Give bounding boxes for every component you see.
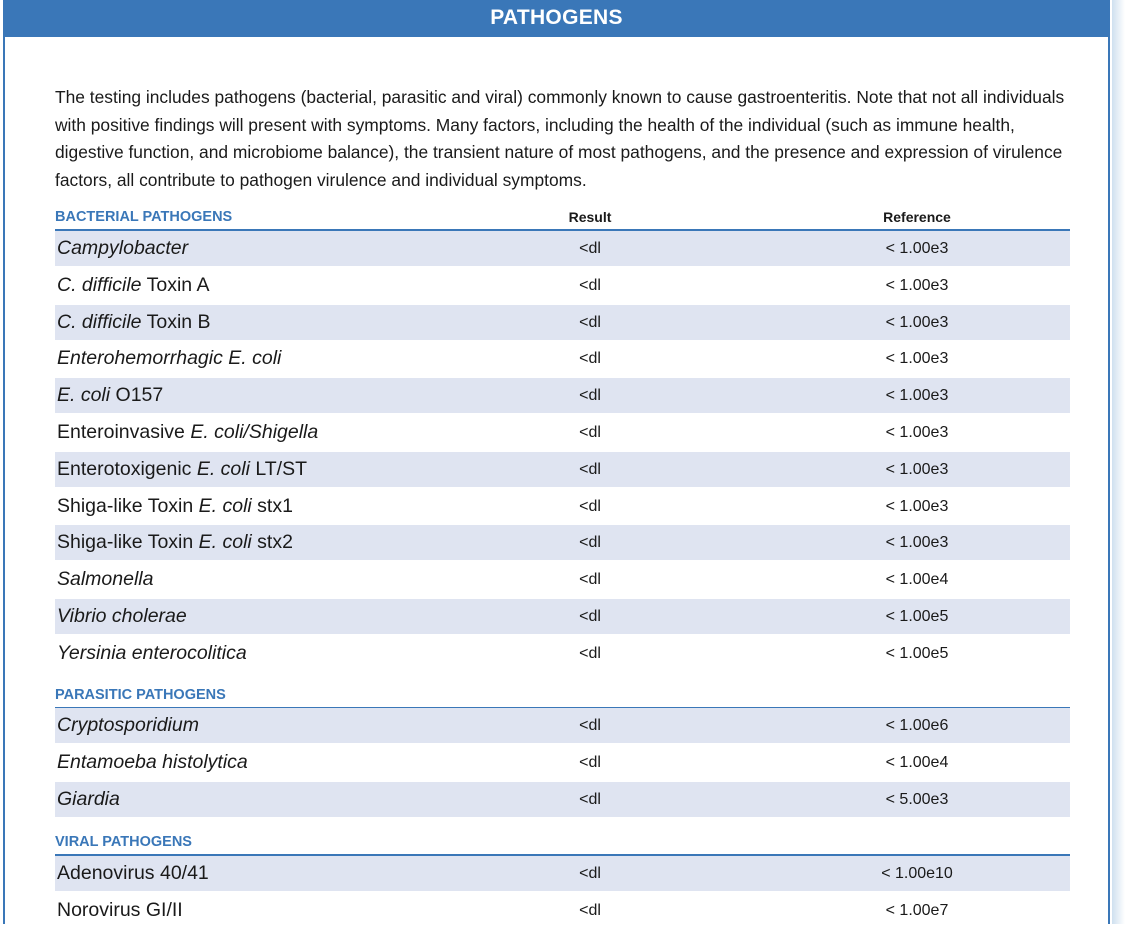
table-row bbox=[55, 599, 1070, 634]
reference-value: < 1.00e4 bbox=[885, 571, 949, 589]
reference-value: < 1.00e10 bbox=[881, 865, 953, 882]
result-value: <dl bbox=[579, 717, 601, 734]
pathogen-name: Salmonella bbox=[57, 568, 154, 591]
reference-value: < 1.00e4 bbox=[885, 753, 949, 771]
pathogen-name: Giardia bbox=[57, 787, 120, 810]
reference-value: < 1.00e5 bbox=[885, 644, 949, 662]
pathogen-name: Entamoeba histolytica bbox=[57, 750, 248, 773]
result-value: <dl bbox=[579, 534, 601, 552]
result-value: <dl bbox=[579, 608, 601, 625]
result-value: <dl bbox=[579, 313, 601, 331]
pathogen-name: Vibrio cholerae bbox=[57, 605, 187, 627]
pathogen-name: C. difficile Toxin B bbox=[57, 310, 211, 333]
intro-paragraph: The testing includes pathogens (bacterial, parasitic and viral) commonly known to cause gastroenteritis. Note that not all individuals with positive findings will present with symptoms. Many factors, including the health of the individual (such as immune health, digestive function, and microbiome balance), the transient nature of most pathogens, and the presence and expression of virulence factors, all contribute to pathogen virulence and individual symptoms. bbox=[55, 87, 1065, 190]
table-row bbox=[55, 782, 1070, 817]
table-row bbox=[55, 856, 1070, 891]
table-row bbox=[55, 489, 1070, 524]
section-header bbox=[55, 205, 1070, 231]
result-value: <dl bbox=[579, 497, 601, 515]
reference-value: < 1.00e3 bbox=[885, 313, 949, 331]
pathogen-name: Campylobacter bbox=[57, 237, 189, 259]
reference-value: < 1.00e6 bbox=[885, 717, 949, 734]
table-row bbox=[55, 341, 1070, 376]
result-value: <dl bbox=[579, 387, 601, 405]
table-row bbox=[55, 231, 1070, 266]
pathogen-name: Norovirus GI/II bbox=[57, 898, 183, 921]
reference-value: < 1.00e3 bbox=[885, 424, 949, 441]
result-column-header: Result bbox=[568, 209, 612, 225]
result-value: <dl bbox=[579, 571, 601, 589]
reference-value: < 5.00e3 bbox=[885, 790, 949, 808]
table-row bbox=[55, 452, 1070, 487]
pathogen-name: Enterohemorrhagic E. coli bbox=[57, 347, 282, 370]
table-row bbox=[55, 415, 1070, 450]
result-value: <dl bbox=[579, 865, 601, 882]
table-row bbox=[55, 745, 1070, 780]
table-row bbox=[55, 636, 1070, 671]
page-edge bbox=[1112, 0, 1125, 924]
reference-value: < 1.00e5 bbox=[885, 608, 949, 625]
result-value: <dl bbox=[579, 644, 601, 662]
result-value: <dl bbox=[579, 240, 601, 257]
result-value: <dl bbox=[579, 460, 601, 478]
section-title: VIRAL PATHOGENS bbox=[55, 834, 192, 850]
table-row bbox=[55, 525, 1070, 560]
table-row bbox=[55, 562, 1070, 597]
pathogen-name: Shiga-like Toxin E. coli stx1 bbox=[57, 494, 293, 517]
table-row bbox=[55, 305, 1070, 340]
pathogen-name: C. difficile Toxin A bbox=[57, 273, 210, 296]
section-banner: PATHOGENS bbox=[3, 0, 1110, 37]
reference-column-header: Reference bbox=[883, 209, 951, 225]
result-value: <dl bbox=[579, 424, 601, 441]
pathogen-name: Enteroinvasive E. coli/Shigella bbox=[57, 421, 319, 443]
reference-value: < 1.00e3 bbox=[885, 460, 949, 478]
pathogen-name: Adenovirus 40/41 bbox=[57, 862, 209, 884]
table-row bbox=[55, 268, 1070, 303]
pathogen-name: Yersinia enterocolitica bbox=[57, 641, 247, 664]
pathogen-name: Enterotoxigenic E. coli LT/ST bbox=[57, 457, 308, 480]
reference-value: < 1.00e3 bbox=[885, 276, 949, 294]
result-value: <dl bbox=[579, 276, 601, 294]
table-row bbox=[55, 378, 1070, 413]
reference-value: < 1.00e3 bbox=[885, 387, 949, 405]
section-header bbox=[55, 683, 1070, 709]
pathogen-name: E. coli O157 bbox=[57, 384, 164, 407]
table-row bbox=[55, 708, 1070, 743]
pathogen-name: Shiga-like Toxin E. coli stx2 bbox=[57, 531, 293, 554]
result-value: <dl bbox=[579, 753, 601, 771]
pathogen-name: Cryptosporidium bbox=[57, 714, 199, 736]
section-title: BACTERIAL PATHOGENS bbox=[55, 209, 233, 225]
section-title: PARASITIC PATHOGENS bbox=[55, 687, 226, 703]
result-value: <dl bbox=[579, 901, 601, 919]
reference-value: < 1.00e3 bbox=[885, 240, 949, 257]
reference-value: < 1.00e3 bbox=[885, 350, 949, 368]
reference-value: < 1.00e3 bbox=[885, 534, 949, 552]
table-row bbox=[55, 893, 1070, 928]
reference-value: < 1.00e7 bbox=[885, 901, 949, 919]
result-value: <dl bbox=[579, 350, 601, 368]
reference-value: < 1.00e3 bbox=[885, 497, 949, 515]
result-value: <dl bbox=[579, 790, 601, 808]
section-header bbox=[55, 830, 1070, 856]
